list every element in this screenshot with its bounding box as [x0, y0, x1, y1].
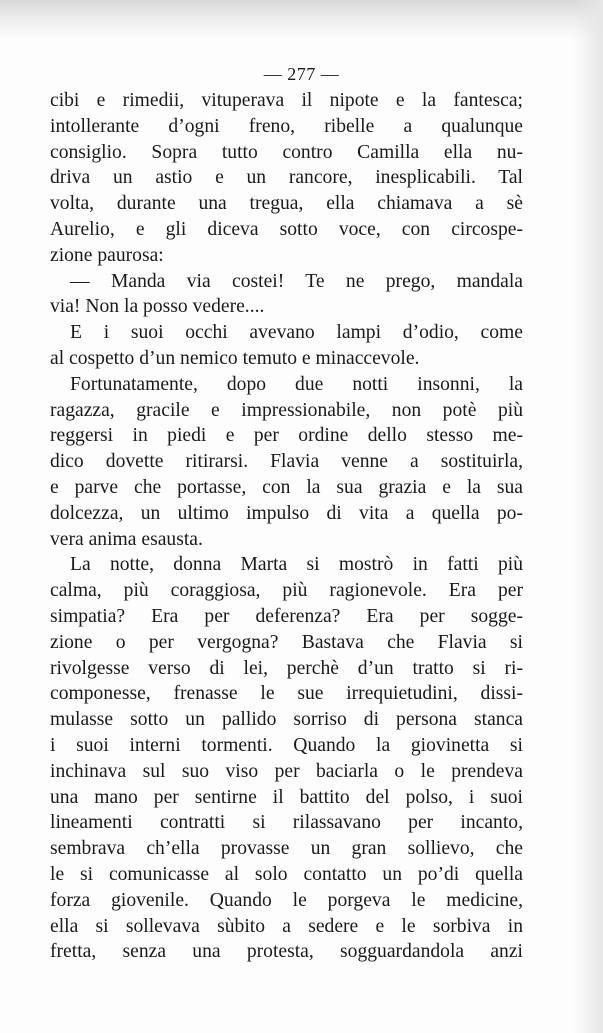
- text-line: volta, durante una tregua, ella chiamava a sè: [50, 193, 523, 215]
- text-line: cibi e rimedii, vituperava il nipote e la fantesca;: [50, 90, 523, 111]
- text-line: La notte, donna Marta si mostrò in fatti più: [70, 554, 523, 576]
- text-line: componesse, frenasse le sue irrequietudini, dissi-: [50, 683, 523, 705]
- text-line: calma, più coraggiosa, più ragionevole. Era per: [50, 580, 523, 602]
- text-line: simpatia? Era per deferenza? Era per sogge-: [50, 605, 523, 627]
- text-line: reggersi in piedi e per ordine dello stesso me-: [50, 425, 523, 447]
- text-line: forza giovenile. Quando le porgeva le medicine,: [50, 889, 523, 911]
- text-line: Aurelio, e gli diceva sotto voce, con circospe-: [50, 218, 523, 240]
- text-line: fretta, senza una protesta, sogguardandola anzi: [50, 941, 523, 963]
- text-line: i suoi interni tormenti. Quando la giovinetta si: [50, 734, 523, 756]
- body-text: [50, 88, 523, 965]
- text-line: rivolgesse verso di lei, perchè d’un tratto si ri-: [50, 657, 523, 679]
- text-line: Fortunatamente, dopo due notti insonni, la: [70, 373, 523, 395]
- text-line: inchinava sul suo viso per baciarla o le prendeva: [50, 760, 523, 782]
- text-line: lineamenti contratti si rilassavano per incanto,: [50, 812, 523, 834]
- text-line: consiglio. Sopra tutto contro Camilla ella nu-: [50, 141, 523, 163]
- text-line: al cospetto d’un nemico temuto e minaccevole.: [50, 347, 420, 369]
- text-line: ragazza, gracile e impressionabile, non potè più: [50, 399, 523, 421]
- text-line: via! Non la posso vedere....: [50, 296, 265, 318]
- text-line: dico dovette ritirarsi. Flavia venne a sostituirla,: [50, 451, 523, 473]
- text-line: le si comunicasse al solo contatto un po’di quella: [50, 863, 523, 885]
- text-line: mulasse sotto un pallido sorriso di persona stanca: [50, 709, 523, 731]
- text-line: sembrava ch’ella provasse un gran sollievo, che: [50, 838, 523, 860]
- text-line: — Manda via costei! Te ne prego, mandala: [70, 270, 523, 292]
- text-line: dolcezza, un ultimo impulso di vita a quella po-: [50, 502, 523, 524]
- text-line: e parve che portasse, con la sua grazia e la sua: [50, 476, 523, 498]
- text-line: intollerante d’ogni freno, ribelle a qualunque: [50, 115, 523, 137]
- paper-edge-shadow-right: [573, 0, 603, 1033]
- text-line: ella si sollevava sùbito a sedere e le sorbiva in: [50, 915, 523, 937]
- text-line: zione o per vergogna? Bastava che Flavia si: [50, 631, 523, 653]
- paper-edge-shadow: [0, 0, 603, 40]
- page-number: — 277 —: [263, 64, 340, 84]
- text-line: E i suoi occhi avevano lampi d’odio, come: [70, 322, 523, 344]
- text-line: driva un astio e un rancore, inesplicabili. Tal: [50, 167, 523, 189]
- text-line: una mano per sentirne il battito del polso, i suoi: [50, 786, 523, 808]
- text-line: vera anima esausta.: [50, 528, 203, 550]
- text-line: zione paurosa:: [50, 244, 164, 266]
